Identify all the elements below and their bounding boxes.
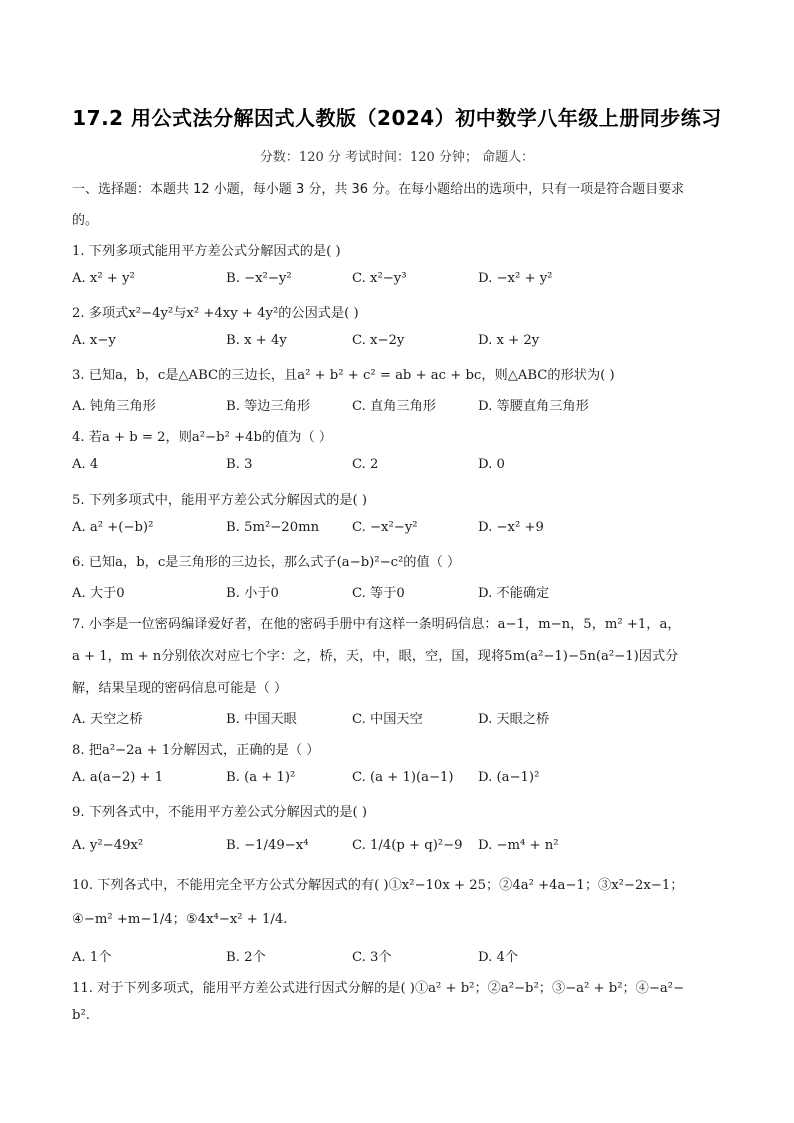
question-4: 4. 若a + b = 2，则a²−b² +4b的值为（ ）	[72, 430, 333, 445]
question-6: 6. 已知a，b，c是三角形的三边长，那么式子(a−b)²−c²的值（ ）	[72, 555, 461, 570]
option-d: D. 0	[478, 457, 505, 472]
option-b: B. 5m²−20mn	[226, 520, 320, 535]
question-11: 11. 对于下列多项式，能用平方差公式进行因式分解的是( )①a² + b²；②a²−b²；③−a² + b²；④−a²−	[72, 981, 685, 996]
option-d: D. 不能确定	[478, 586, 550, 601]
option-d: D. −m⁴ + n²	[478, 838, 559, 853]
option-a: A. 天空之桥	[72, 712, 143, 727]
question-5: 5. 下列多项式中，能用平方差公式分解因式的是( )	[72, 493, 368, 508]
option-a: A. 1个	[72, 950, 112, 965]
option-d: D. −x² + y²	[478, 271, 553, 286]
option-c: C. 直角三角形	[352, 399, 436, 414]
question-9: 9. 下列各式中，不能用平方差公式分解因式的是( )	[72, 805, 368, 820]
option-b: B. x + 4y	[226, 333, 287, 348]
question-3: 3. 已知a，b，c是△ABC的三边长，且a² + b² + c² = ab + ac + bc，则△ABC的形状为( )	[72, 368, 615, 383]
option-b: B. 小于0	[226, 586, 279, 601]
question-8: 8. 把a²−2a + 1分解因式，正确的是（ ）	[72, 743, 320, 758]
option-a: A. x² + y²	[72, 271, 135, 286]
option-a: A. 大于0	[72, 586, 125, 601]
option-c: C. x²−y³	[352, 271, 407, 286]
option-a: A. y²−49x²	[72, 838, 144, 853]
option-a: A. 4	[72, 457, 99, 472]
option-c: C. 中国天空	[352, 712, 423, 727]
question-7-cont: 解，结果呈现的密码信息可能是（ ）	[72, 681, 288, 696]
option-c: C. 1/4(p + q)²−9	[352, 838, 463, 853]
option-d: D. 天眼之桥	[478, 712, 550, 727]
question-7: 7. 小李是一位密码编译爱好者，在他的密码手册中有这样一条明码信息：a−1，m−n，5，m² +1，a，	[72, 617, 681, 632]
option-a: A. a(a−2) + 1	[72, 770, 164, 785]
section-heading: 一、选择题：本题共 12 小题，每小题 3 分，共 36 分。在每小题给出的选项中，只有一项是符合题目要求	[72, 182, 685, 197]
exam-info: 分数：120 分 考试时间：120 分钟； 命题人：	[259, 150, 535, 165]
page-title: 17.2 用公式法分解因式人教版（2024）初中数学八年级上册同步练习	[72, 106, 722, 130]
question-10: 10. 下列各式中，不能用完全平方公式分解因式的有( )①x²−10x + 25；②4a² +4a−1；③x²−2x−1；	[72, 878, 684, 893]
option-c: C. 2	[352, 457, 379, 472]
option-d: D. 4个	[478, 950, 519, 965]
option-a: A. x−y	[72, 333, 116, 348]
option-c: C. x−2y	[352, 333, 405, 348]
option-b: B. (a + 1)²	[226, 770, 296, 785]
option-b: B. 3	[226, 457, 253, 472]
option-c: C. 3个	[352, 950, 392, 965]
option-d: D. 等腰直角三角形	[478, 399, 589, 414]
question-10-cont: ④−m² +m−1/4；⑤4x⁴−x² + 1/4.	[72, 912, 288, 927]
option-b: B. −1/49−x⁴	[226, 838, 309, 853]
question-11-cont: b².	[72, 1008, 90, 1023]
option-b: B. −x²−y²	[226, 271, 292, 286]
option-a: A. a² +(−b)²	[72, 520, 154, 535]
option-a: A. 钝角三角形	[72, 399, 156, 414]
option-c: C. (a + 1)(a−1)	[352, 770, 454, 785]
question-1: 1. 下列多项式能用平方差公式分解因式的是( )	[72, 244, 341, 259]
option-c: C. 等于0	[352, 586, 405, 601]
option-c: C. −x²−y²	[352, 520, 418, 535]
question-7-cont: a + 1，m + n分别依次对应七个字：之，桥，天，中，眼，空，国，现将5m(a²−1)−5n(a²−1)因式分	[72, 649, 679, 664]
option-d: D. −x² +9	[478, 520, 544, 535]
option-d: D. (a−1)²	[478, 770, 540, 785]
option-b: B. 2个	[226, 950, 266, 965]
section-heading-cont: 的。	[72, 213, 99, 228]
option-b: B. 中国天眼	[226, 712, 297, 727]
option-b: B. 等边三角形	[226, 399, 311, 414]
option-d: D. x + 2y	[478, 333, 540, 348]
question-2: 2. 多项式x²−4y²与x² +4xy + 4y²的公因式是( )	[72, 306, 359, 321]
